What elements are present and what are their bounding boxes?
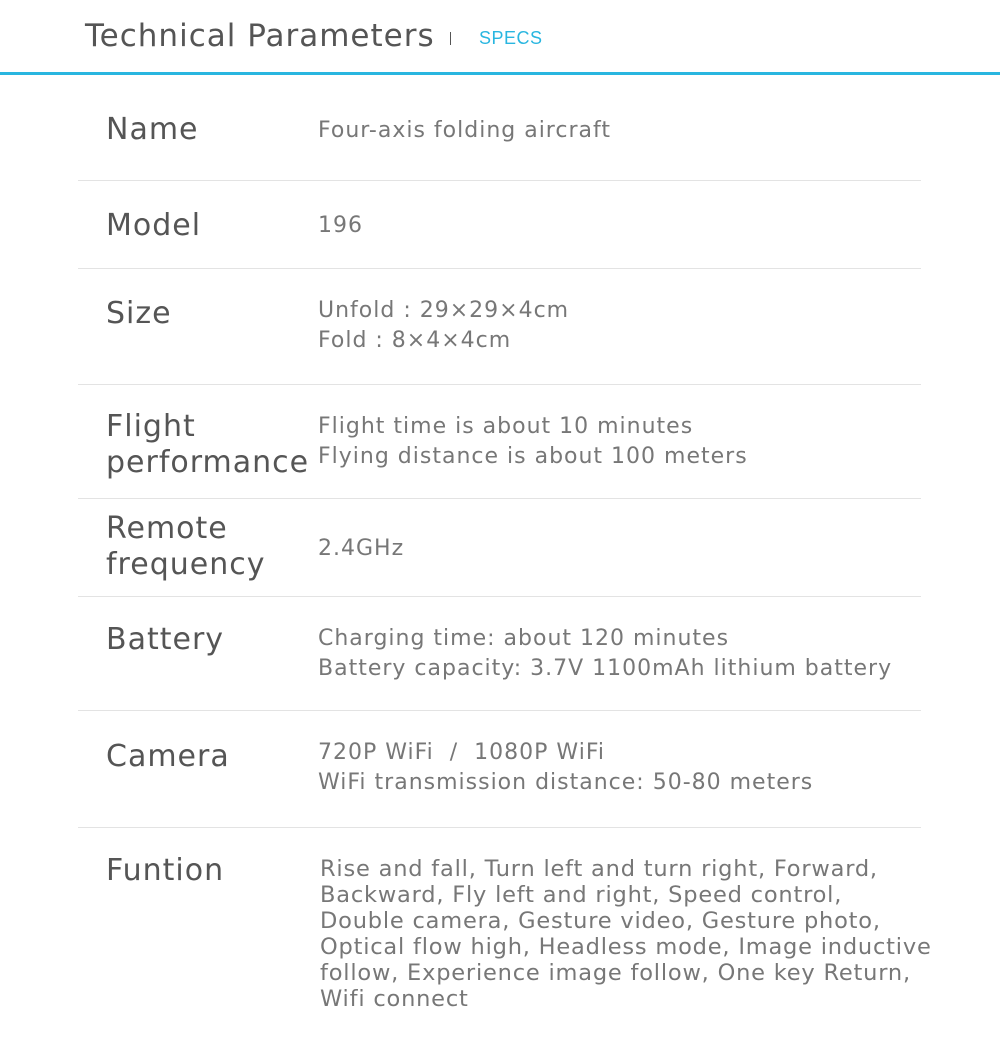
spec-value bbox=[318, 296, 569, 356]
spec-value-line: Unfold : 29×29×4cm bbox=[318, 298, 570, 323]
header-divider bbox=[450, 32, 451, 45]
spec-row-remote-frequency bbox=[78, 499, 921, 597]
spec-label bbox=[106, 511, 265, 583]
spec-value bbox=[318, 412, 748, 472]
spec-value-line: Flying distance is about 100 meters bbox=[318, 444, 748, 469]
spec-row-battery bbox=[78, 597, 921, 711]
spec-label-line: Remote bbox=[106, 511, 228, 546]
spec-value-line: Optical flow high, Headless mode, Image inductive bbox=[320, 934, 932, 960]
spec-value-line: follow, Experience image follow, One key Return, bbox=[320, 960, 911, 986]
spec-label-line: Flight bbox=[106, 409, 196, 444]
spec-value-line: Four-axis folding aircraft bbox=[318, 118, 611, 143]
spec-row-camera bbox=[78, 711, 921, 828]
spec-value bbox=[320, 856, 932, 1012]
spec-value-line: Double camera, Gesture video, Gesture photo, bbox=[320, 908, 881, 934]
spec-label: Name bbox=[106, 112, 199, 147]
spec-value-line: WiFi transmission distance: 50-80 meters bbox=[318, 770, 814, 795]
spec-row-name bbox=[78, 74, 921, 181]
spec-value-line: Fold : 8×4×4cm bbox=[318, 328, 512, 353]
spec-value-line: Backward, Fly left and right, Speed control, bbox=[320, 882, 843, 908]
spec-label: Model bbox=[106, 208, 202, 243]
spec-label: Size bbox=[106, 296, 172, 331]
spec-value bbox=[318, 534, 404, 564]
spec-row-function bbox=[78, 828, 932, 1028]
page-header bbox=[0, 0, 1000, 75]
spec-label: Camera bbox=[106, 739, 230, 774]
page-title: Technical Parameters bbox=[85, 18, 435, 54]
page-subtitle: SPECS bbox=[479, 28, 543, 48]
spec-value bbox=[318, 738, 813, 798]
spec-label-line: performance bbox=[106, 445, 310, 480]
spec-label: Funtion bbox=[106, 853, 225, 888]
spec-row-size bbox=[78, 269, 921, 385]
spec-value bbox=[318, 624, 892, 684]
spec-label-line: frequency bbox=[106, 547, 266, 582]
spec-label: Battery bbox=[106, 622, 225, 657]
spec-value bbox=[318, 116, 611, 146]
spec-value-line: Rise and fall, Turn left and turn right, Forward, bbox=[320, 856, 878, 882]
spec-row-model bbox=[78, 181, 921, 269]
spec-value-line: Charging time: about 120 minutes bbox=[318, 626, 730, 651]
spec-label bbox=[106, 409, 309, 481]
spec-value-line: Battery capacity: 3.7V 1100mAh lithium battery bbox=[318, 656, 893, 681]
spec-value-line: 720P WiFi / 1080P WiFi bbox=[318, 740, 605, 765]
spec-value-line: 2.4GHz bbox=[318, 536, 405, 561]
spec-value-line: 196 bbox=[318, 213, 363, 238]
spec-row-flight-performance bbox=[78, 385, 921, 499]
spec-value bbox=[318, 211, 363, 241]
spec-value-line: Wifi connect bbox=[320, 986, 469, 1012]
spec-value-line: Flight time is about 10 minutes bbox=[318, 414, 694, 439]
